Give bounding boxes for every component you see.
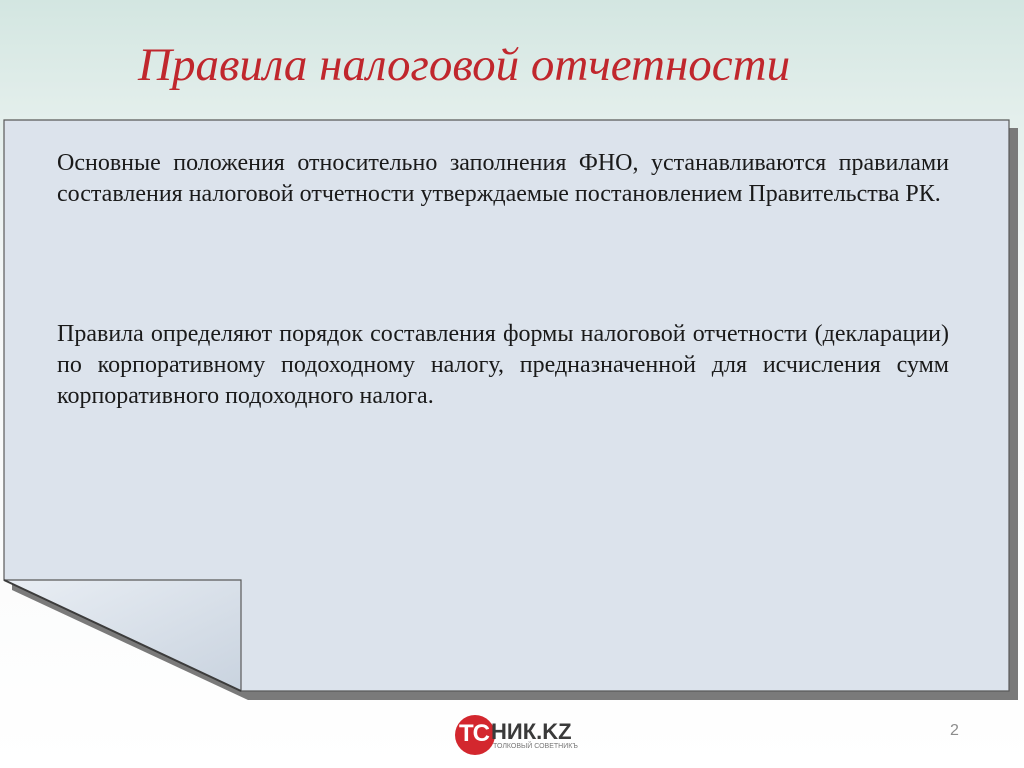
slide-title: Правила налоговой отчетности [138, 39, 791, 91]
paragraph-fno-rules: Основные положения относительно заполнения ФНО, устанавливаются правилами составления налоговой отчетности утверждаемые постановлением Правительства РК. [57, 150, 949, 207]
logo-circle-icon: ТС [455, 715, 495, 755]
logo-wordmark: НИК.KZ [491, 719, 572, 744]
paragraph-declaration-rules: Правила определяют порядок составления формы налоговой отчетности (декларации) по корпоративному подоходному налогу, предназначенной для исчисления сумм корпоративного подоходного налога. [57, 321, 949, 409]
page-number: 2 [950, 722, 959, 739]
logo-tagline: ТОЛКОВЫЙ СОВЕТНИКЪ [493, 743, 578, 750]
card-content [57, 148, 949, 412]
